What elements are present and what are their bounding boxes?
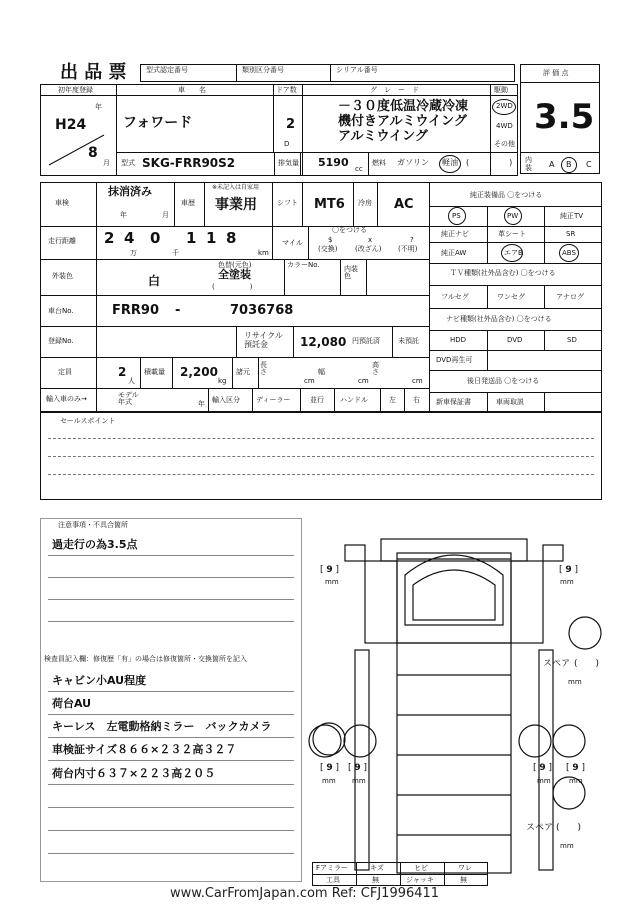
equip-aw: 純正AW bbox=[441, 249, 467, 257]
year-kanji: 年 bbox=[95, 103, 102, 111]
displacement-label: 排気量 bbox=[278, 159, 299, 167]
chassis-label: 車台No. bbox=[48, 307, 74, 315]
legend-6: ジャッキ bbox=[406, 876, 434, 884]
interior-a: A bbox=[549, 160, 555, 169]
mileage-digit: 1 bbox=[186, 229, 197, 247]
unit-km: km bbox=[258, 249, 269, 257]
note-rule bbox=[48, 784, 294, 785]
legend-5: 無 bbox=[372, 876, 379, 884]
mileage-digit: 8 bbox=[226, 229, 237, 247]
tire-rr2: [ 9 ] bbox=[566, 763, 586, 773]
grade-line-1: －３０度低温冷蔵冷凍 bbox=[338, 99, 469, 114]
score-label: 評 価 点 bbox=[543, 69, 569, 77]
reg-no-label: 登録No. bbox=[48, 337, 74, 345]
handle-label: ハンドル bbox=[340, 396, 368, 404]
ac-label: 冷房 bbox=[358, 199, 372, 207]
inspector-note: キャビン小AU程度 bbox=[52, 674, 147, 687]
interior-label: 内装 bbox=[525, 156, 532, 172]
equip-leather: 革シート bbox=[498, 230, 526, 238]
spare-1-mm: mm bbox=[568, 678, 582, 686]
note-rule bbox=[48, 760, 294, 761]
equip-header: 純正装備品 〇をつける bbox=[470, 191, 543, 199]
mileage-digit: 4 bbox=[124, 229, 135, 247]
drive-2wd: 2WD bbox=[496, 102, 513, 110]
model-value: SKG-FRR90S2 bbox=[142, 156, 236, 170]
recycle-not: 未預託 bbox=[398, 337, 419, 345]
inspector-note: 荷台内寸６３７×２２３高２０５ bbox=[52, 767, 216, 780]
drive-other: その他 bbox=[494, 140, 515, 148]
chassis-prefix: FRR90 bbox=[112, 303, 159, 318]
tire-fl: [ 9 ] bbox=[320, 565, 340, 575]
doors-value: 2 bbox=[286, 117, 296, 132]
grade-line-2: 機付きアルミウイング bbox=[338, 114, 467, 129]
car-name-value: フォワード bbox=[123, 115, 193, 131]
navi-dvd-play: DVD再生可 bbox=[436, 356, 473, 364]
interior-b: B bbox=[566, 160, 572, 169]
height-label: 高さ bbox=[372, 361, 379, 376]
inspection-month: 月 bbox=[162, 211, 169, 219]
equip-ps: PS bbox=[452, 212, 461, 220]
doors-label: ドア数 bbox=[276, 86, 297, 94]
note-rule bbox=[48, 807, 294, 808]
grade-line-3: アルミウイング bbox=[338, 129, 428, 144]
capacity-label: 定員 bbox=[58, 368, 72, 376]
serial-label: シリアル番号 bbox=[336, 66, 378, 74]
mile-opt1b: (交換) bbox=[318, 245, 338, 253]
mile-opts-label: 〇をつける bbox=[332, 226, 367, 234]
fuel-diesel: 軽油 bbox=[442, 158, 458, 167]
fuel-other: ( ) bbox=[466, 158, 513, 167]
tv-fullseg: フルセグ bbox=[441, 293, 469, 301]
mileage-digit: 1 bbox=[206, 229, 217, 247]
capacity-value: 2 bbox=[118, 365, 127, 379]
load-label: 積載量 bbox=[144, 368, 165, 376]
history-label: 車歴 bbox=[181, 199, 195, 207]
model-label: 型式 bbox=[121, 159, 135, 167]
note-rule bbox=[48, 714, 294, 715]
first-reg-month: 8 bbox=[88, 145, 98, 161]
tire-rr1: [ 9 ] bbox=[533, 763, 553, 773]
model-year-label: モデル年式 bbox=[118, 391, 139, 406]
notes-line-1: 過走行の為3.5点 bbox=[52, 538, 138, 551]
displacement-unit: cc bbox=[355, 165, 363, 173]
equip-airbag: エアB bbox=[504, 249, 523, 257]
chassis-no: 7036768 bbox=[230, 303, 294, 318]
mileage-digit: 0 bbox=[150, 229, 161, 247]
notes-label: 注意事項・不具合箇所 bbox=[58, 521, 128, 529]
displacement-value: 5190 bbox=[318, 156, 349, 169]
mile-opt3b: (不明) bbox=[398, 245, 418, 253]
first-reg-label: 初年度登録 bbox=[58, 86, 93, 94]
navi-sd: SD bbox=[567, 336, 577, 344]
equip-pw: PW bbox=[507, 212, 519, 220]
navi-hdd: HDD bbox=[450, 336, 467, 344]
first-reg-year: H24 bbox=[55, 117, 87, 133]
history-note: ※未記入は自家用 bbox=[212, 184, 260, 191]
inspection-year: 年 bbox=[120, 211, 127, 219]
car-name-label: 車 名 bbox=[178, 86, 206, 94]
sales-label: セールスポイント bbox=[60, 417, 116, 425]
history-value: 事業用 bbox=[215, 197, 257, 213]
tire-rl2: [ 9 ] bbox=[348, 763, 368, 773]
load-value: 2,200 bbox=[180, 365, 218, 379]
mile-opt1: $ bbox=[328, 236, 333, 244]
grade-label: グ レ ー ド bbox=[370, 86, 419, 94]
import-label: 輸入車のみ→ bbox=[46, 395, 87, 403]
tire-rl1-mm: mm bbox=[322, 777, 336, 785]
spare-2-mm: mm bbox=[560, 842, 574, 850]
class-label: 類別区分番号 bbox=[242, 66, 284, 74]
shift-value: MT6 bbox=[314, 197, 345, 212]
inspector-note: 車検証サイズ８６６×２３２高３２７ bbox=[52, 743, 237, 756]
length-label: 長さ bbox=[260, 361, 267, 376]
recycle-unit: 円預託済 bbox=[352, 337, 380, 345]
chassis-dash: - bbox=[175, 303, 181, 318]
tv-analog: アナログ bbox=[556, 293, 584, 301]
fuel-label: 燃料 bbox=[372, 159, 386, 167]
tire-rl1: [ 9 ] bbox=[320, 763, 340, 773]
width-cm: cm bbox=[358, 377, 369, 385]
legend-3: ワレ bbox=[458, 864, 472, 872]
inspector-note: キーレス 左電動格納ミラー バックカメラ bbox=[52, 720, 272, 733]
shift-label: シフト bbox=[277, 199, 298, 207]
legend-1: キズ bbox=[370, 864, 384, 872]
color-label: 外装色 bbox=[52, 272, 73, 280]
equip-sr: SR bbox=[566, 230, 576, 238]
mile-opt3: ? bbox=[410, 236, 414, 244]
docs-warranty: 新車保証書 bbox=[436, 398, 471, 406]
ac-value: AC bbox=[394, 197, 414, 212]
spare-2-label: スペア bbox=[526, 823, 554, 833]
recycle-value: 12,080 bbox=[300, 335, 347, 349]
legend-0: Fアミラー bbox=[316, 864, 349, 872]
height-cm: cm bbox=[412, 377, 423, 385]
inspection-value: 抹消済み bbox=[108, 185, 152, 198]
unit-man: 万 bbox=[130, 249, 137, 257]
import-class-label: 輸入区分 bbox=[212, 396, 240, 404]
tire-fr-mm: mm bbox=[560, 578, 574, 586]
load-unit: kg bbox=[218, 377, 227, 385]
mile-opt2: x bbox=[368, 236, 373, 244]
drive-4wd: 4WD bbox=[496, 122, 513, 130]
inspection-label: 車検 bbox=[55, 199, 69, 207]
mileage-digit: 2 bbox=[104, 229, 115, 247]
mile-opt2b: (改ざん) bbox=[355, 245, 382, 253]
note-rule bbox=[48, 737, 294, 738]
width-label: 幅 bbox=[318, 368, 325, 376]
equip-tv: 純正TV bbox=[560, 212, 584, 220]
mile-label: マイル bbox=[282, 239, 303, 247]
doors-d: D bbox=[284, 140, 290, 148]
spare-1-label: スペア bbox=[543, 659, 571, 669]
navi-header: ナビ種類(社外品含む) 〇をつける bbox=[446, 315, 552, 323]
score-value: 3.5 bbox=[534, 97, 595, 137]
interior-c: C bbox=[586, 160, 592, 169]
tv-header: ＴＶ種類(社外品含む) 〇をつける bbox=[450, 269, 556, 277]
tire-rr2-mm: mm bbox=[569, 777, 583, 785]
form-title: 出 品 票 bbox=[60, 62, 127, 83]
month-kanji: 月 bbox=[103, 159, 110, 167]
mileage-label: 走行距離 bbox=[48, 237, 76, 245]
recycle-label: リサイクル預託金 bbox=[244, 331, 283, 349]
model-year-unit: 年 bbox=[198, 400, 205, 408]
repaint-value: 全塗装 bbox=[218, 268, 251, 281]
inspector-label: 検査員記入欄：修復歴「有」の場合は修復箇所・交換箇所を記入 bbox=[44, 655, 247, 663]
type-cert-label: 型式認定番号 bbox=[146, 66, 188, 74]
dims-label: 諸元 bbox=[236, 368, 250, 376]
fuel-gasoline: ガソリン bbox=[397, 158, 429, 167]
equip-navi: 純正ナビ bbox=[441, 230, 469, 238]
docs-header: 後日発送品 〇をつける bbox=[467, 377, 540, 385]
date-divider bbox=[44, 130, 114, 170]
legend-4: 工具 bbox=[326, 876, 340, 884]
unit-sen: 千 bbox=[172, 249, 179, 257]
legend-2: ヒビ bbox=[414, 864, 428, 872]
note-rule bbox=[48, 830, 294, 831]
spare-2-bracket: ( ) bbox=[556, 823, 582, 833]
header-id-box bbox=[140, 64, 515, 82]
inspector-note: 荷台AU bbox=[52, 697, 92, 710]
color-no-label: カラーNo. bbox=[287, 261, 320, 269]
handle-left: 左 bbox=[389, 396, 396, 404]
repaint-label: 色替(元色) bbox=[218, 261, 252, 269]
note-rule bbox=[48, 853, 294, 854]
note-rule bbox=[48, 691, 294, 692]
docs-manual: 車両取説 bbox=[496, 398, 524, 406]
dealer: ディーラー bbox=[256, 396, 291, 404]
repaint-paren: ( ) bbox=[212, 283, 253, 291]
legend-7: 無 bbox=[460, 876, 467, 884]
tire-rl2-mm: mm bbox=[352, 777, 366, 785]
tv-oneseg: ワンセグ bbox=[497, 293, 525, 301]
tire-fl-mm: mm bbox=[325, 578, 339, 586]
color-value: 白 bbox=[148, 274, 161, 288]
int-color-label: 内装色 bbox=[344, 265, 358, 280]
footer-watermark: www.CarFromJapan.com Ref: CFJ1996411 bbox=[170, 886, 440, 901]
parallel: 並行 bbox=[310, 396, 324, 404]
navi-dvd: DVD bbox=[507, 336, 523, 344]
capacity-unit: 人 bbox=[128, 377, 135, 385]
equip-abs: ABS bbox=[562, 249, 576, 257]
tire-rr1-mm: mm bbox=[537, 777, 551, 785]
spare-1-bracket: ( ) bbox=[574, 659, 600, 669]
tire-fr: [ 9 ] bbox=[559, 565, 579, 575]
length-cm: cm bbox=[304, 377, 315, 385]
handle-right: 右 bbox=[413, 396, 420, 404]
drive-label: 駆動 bbox=[494, 86, 508, 94]
